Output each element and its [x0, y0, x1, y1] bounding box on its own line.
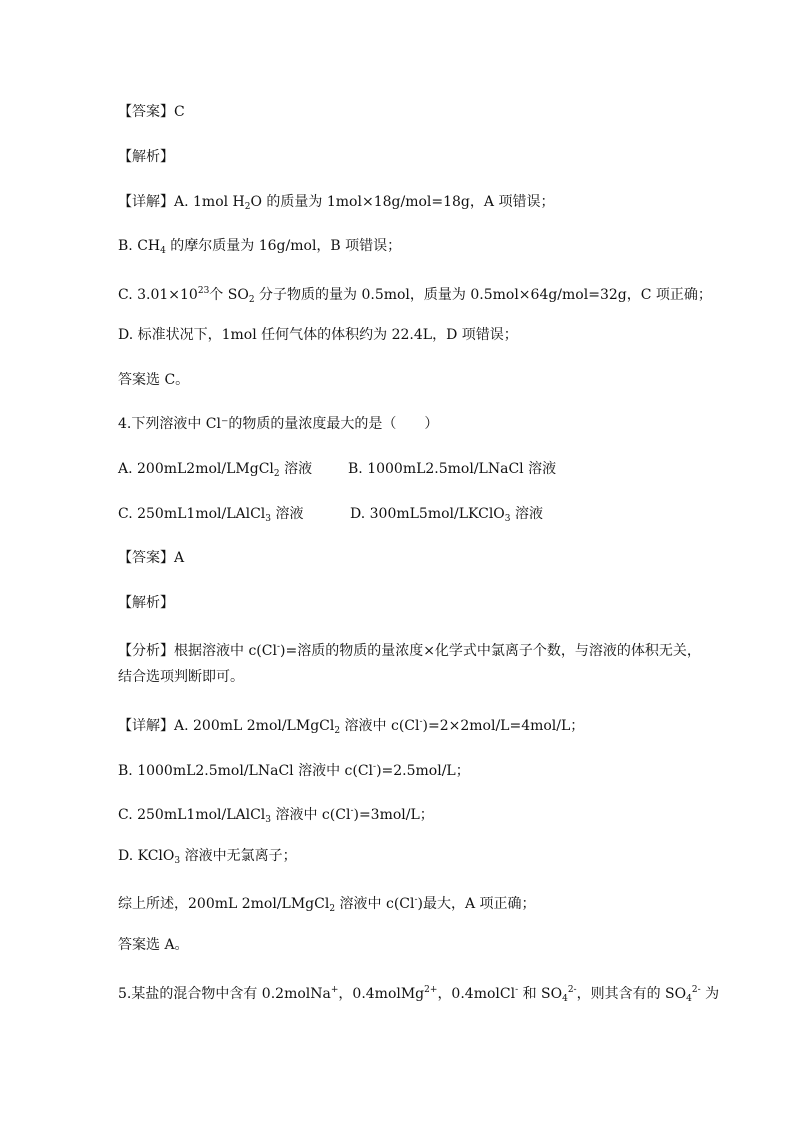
- subscript: 4: [562, 994, 568, 1004]
- superscript: +: [330, 985, 339, 995]
- superscript: -: [350, 806, 354, 816]
- option-a-text: A. 200mL2mol/LMgCl: [118, 461, 274, 477]
- answer-line: [118, 548, 184, 568]
- superscript: 2-: [691, 985, 701, 995]
- detail-c-text-mid: 个 SO: [209, 287, 249, 303]
- question-stem: 4.下列溶液中 Cl⁻的物质的量浓度最大的是（ ）: [118, 416, 439, 432]
- option-d: [350, 504, 543, 529]
- answer-line: [118, 102, 185, 122]
- subscript: 4: [686, 994, 692, 1004]
- detail-line-c: [118, 801, 434, 830]
- answer-label: 【答案】: [118, 104, 174, 120]
- superscript: -: [373, 762, 377, 772]
- summary-text: 综上所述，200mL 2mol/LMgCl: [118, 896, 330, 912]
- detail-b-text: B. CH: [118, 238, 161, 254]
- subscript: 2: [244, 202, 251, 212]
- stem-text-mid: 和 SO: [518, 986, 563, 1002]
- analysis-heading: 【解析】: [118, 149, 174, 165]
- subscript: 3: [504, 514, 511, 524]
- superscript: -: [515, 985, 519, 995]
- subscript: 2: [334, 726, 341, 736]
- detail-label: 【详解】: [118, 718, 174, 734]
- question-stem: [118, 980, 719, 1009]
- detail-line-c: [118, 281, 712, 310]
- superscript: 2+: [424, 985, 438, 995]
- option-d-text: D. 300mL5mol/LKClO: [350, 506, 505, 522]
- summary-text-end: )最大，A 项正确；: [417, 896, 536, 912]
- superscript: 2-: [567, 985, 577, 995]
- option-b: B. 1000mL2.5mol/LNaCl 溶液: [348, 461, 557, 477]
- stem-text: 5.某盐的混合物中含有 0.2molNa: [118, 986, 331, 1002]
- analysis-heading: 【解析】: [118, 595, 174, 611]
- stem-text-end: 为: [700, 986, 720, 1002]
- subscript: 3: [174, 856, 181, 866]
- superscript: -: [414, 895, 418, 905]
- detail-c-text: C. 3.01×10: [118, 287, 198, 303]
- detail-line-b: [118, 757, 470, 781]
- detail-line-b: [118, 236, 401, 261]
- detail-a-text-end: )=2×2mol/L=4mol/L；: [422, 718, 585, 734]
- detail-a-text: A. 1mol H: [174, 194, 245, 210]
- option-c-text: C. 250mL1mol/LAlCl: [118, 506, 266, 522]
- answer-label: 【答案】: [118, 550, 174, 566]
- analyze-text-end: )=溶质的物质的量浓度×化学式中氯离子个数，与溶液的体积无关，: [280, 643, 701, 659]
- stem-text-mid: ，0.4molCl: [437, 986, 516, 1002]
- detail-d-text-end: 溶液中无氯离子；: [180, 848, 297, 864]
- detail-c-text: C. 250mL1mol/LAlCl: [118, 807, 266, 823]
- summary-text-mid: 溶液中 c(Cl: [335, 896, 415, 912]
- detail-line-d: [118, 846, 297, 871]
- detail-c-text-mid: 溶液中 c(Cl: [271, 807, 351, 823]
- subscript: 2: [248, 295, 255, 305]
- detail-c-text-end: )=3mol/L；: [353, 807, 434, 823]
- detail-b-text: B. 1000mL2.5mol/LNaCl 溶液中 c(Cl: [118, 763, 374, 779]
- detail-label: 【详解】: [118, 194, 174, 210]
- detail-b-text-end: )=2.5mol/L；: [376, 763, 470, 779]
- superscript: -: [276, 642, 280, 652]
- option-a: [118, 459, 312, 484]
- superscript: -: [419, 717, 423, 727]
- analyze-text: 根据溶液中 c(Cl: [174, 643, 277, 659]
- analyze-line-1: [118, 637, 701, 661]
- option-c: [118, 504, 303, 529]
- conclusion-line: 答案选 A。: [118, 937, 189, 953]
- detail-a-text-mid: 溶液中 c(Cl: [340, 718, 420, 734]
- superscript: 23: [197, 286, 210, 296]
- stem-text-mid: ，则其含有的 SO: [576, 986, 687, 1002]
- subscript: 2: [273, 469, 280, 479]
- detail-a-text-end: O 的质量为 1mol×18g/mol=18g，A 项错误；: [250, 194, 555, 210]
- option-c-text-end: 溶液: [271, 506, 304, 522]
- subscript: 4: [160, 246, 166, 256]
- detail-b-text-end: 的摩尔质量为 16g/mol，B 项错误；: [165, 238, 402, 254]
- option-d-text-end: 溶液: [510, 506, 543, 522]
- stem-text-mid: ，0.4molMg: [338, 986, 425, 1002]
- subscript: 3: [265, 514, 272, 524]
- detail-a-text: A. 200mL 2mol/LMgCl: [174, 718, 335, 734]
- subscript: 2: [329, 904, 336, 914]
- option-a-text-end: 溶液: [279, 461, 313, 477]
- detail-c-text-end: 分子物质的量为 0.5mol，质量为 0.5mol×64g/mol=32g，C 项正确；: [254, 287, 712, 303]
- detail-line-a: [118, 712, 584, 741]
- summary-line: [118, 890, 536, 919]
- analyze-label: 【分析】: [118, 643, 174, 659]
- detail-line-a: [118, 192, 554, 217]
- conclusion-line: 答案选 C。: [118, 372, 190, 388]
- detail-d-text: D. KClO: [118, 848, 175, 864]
- analyze-line-2: 结合选项判断即可。: [118, 669, 244, 685]
- answer-value: C: [174, 104, 185, 120]
- subscript: 3: [265, 815, 272, 825]
- answer-value: A: [174, 550, 185, 566]
- detail-line-d: D. 标准状况下，1mol 任何气体的体积约为 22.4L，D 项错误；: [118, 327, 518, 343]
